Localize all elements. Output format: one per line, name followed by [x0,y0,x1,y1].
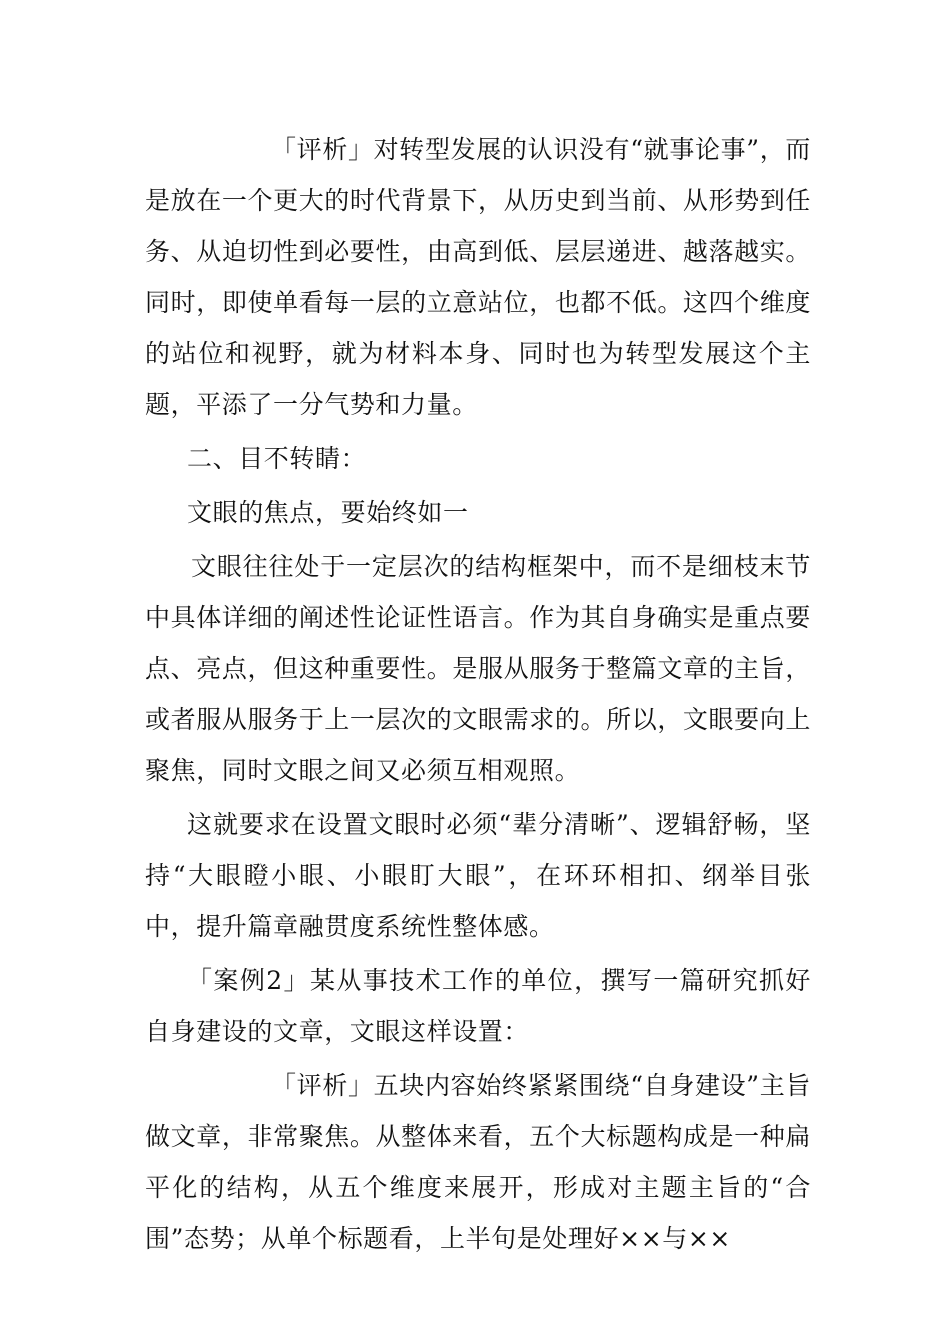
analysis-paragraph-1: 「评析」对转型发展的认识没有“就事论事”，而是放在一个更大的时代背景下，从历史到当前、从形势到任务、从迫切性到必要性，由高到低、层层递进、越落越实。同时，即使单看每一层的立意站位，也都不低。这四个维度的站位和视野，就为材料本身、同时也为转型发展这个主题，平添了一分气势和力量。 [145,135,811,419]
section-subheading-2: 文眼的焦点，要始终如一 [187,498,469,527]
section-heading-2: 二、目不转睛： [187,444,367,473]
body-paragraph-1: 文眼往往处于一定层次的结构框架中，而不是细枝末节中具体详细的阐述性论证性语言。作为其自身确实是重点要点、亮点，但这种重要性。是服从服务于整篇文章的主旨，或者服从服务于上一层次的文眼需求的。所以，文眼要向上聚焦，同时文眼之间又必须互相观照。 [145,552,811,785]
body-paragraph-2: 这就要求在设置文眼时必须“辈分清晰”、逻辑舒畅，坚持“大眼瞪小眼、小眼盯大眼”，在环环相扣、纲举目张中，提升篇章融贯度系统性整体感。 [145,810,811,941]
document-body [145,124,811,1264]
analysis-paragraph-2: 「评析」五块内容始终紧紧围绕“自身建设”主旨做文章，非常聚焦。从整体来看，五个大标题构成是一种扁平化的结构，从五个维度来展开，形成对主题主旨的“合围”态势；从单个标题看，上半句是处理好××与×× [145,1071,811,1253]
case-paragraph-2: 「案例2」某从事技术工作的单位，撰写一篇研究抓好自身建设的文章，文眼这样设置： [145,966,811,1046]
